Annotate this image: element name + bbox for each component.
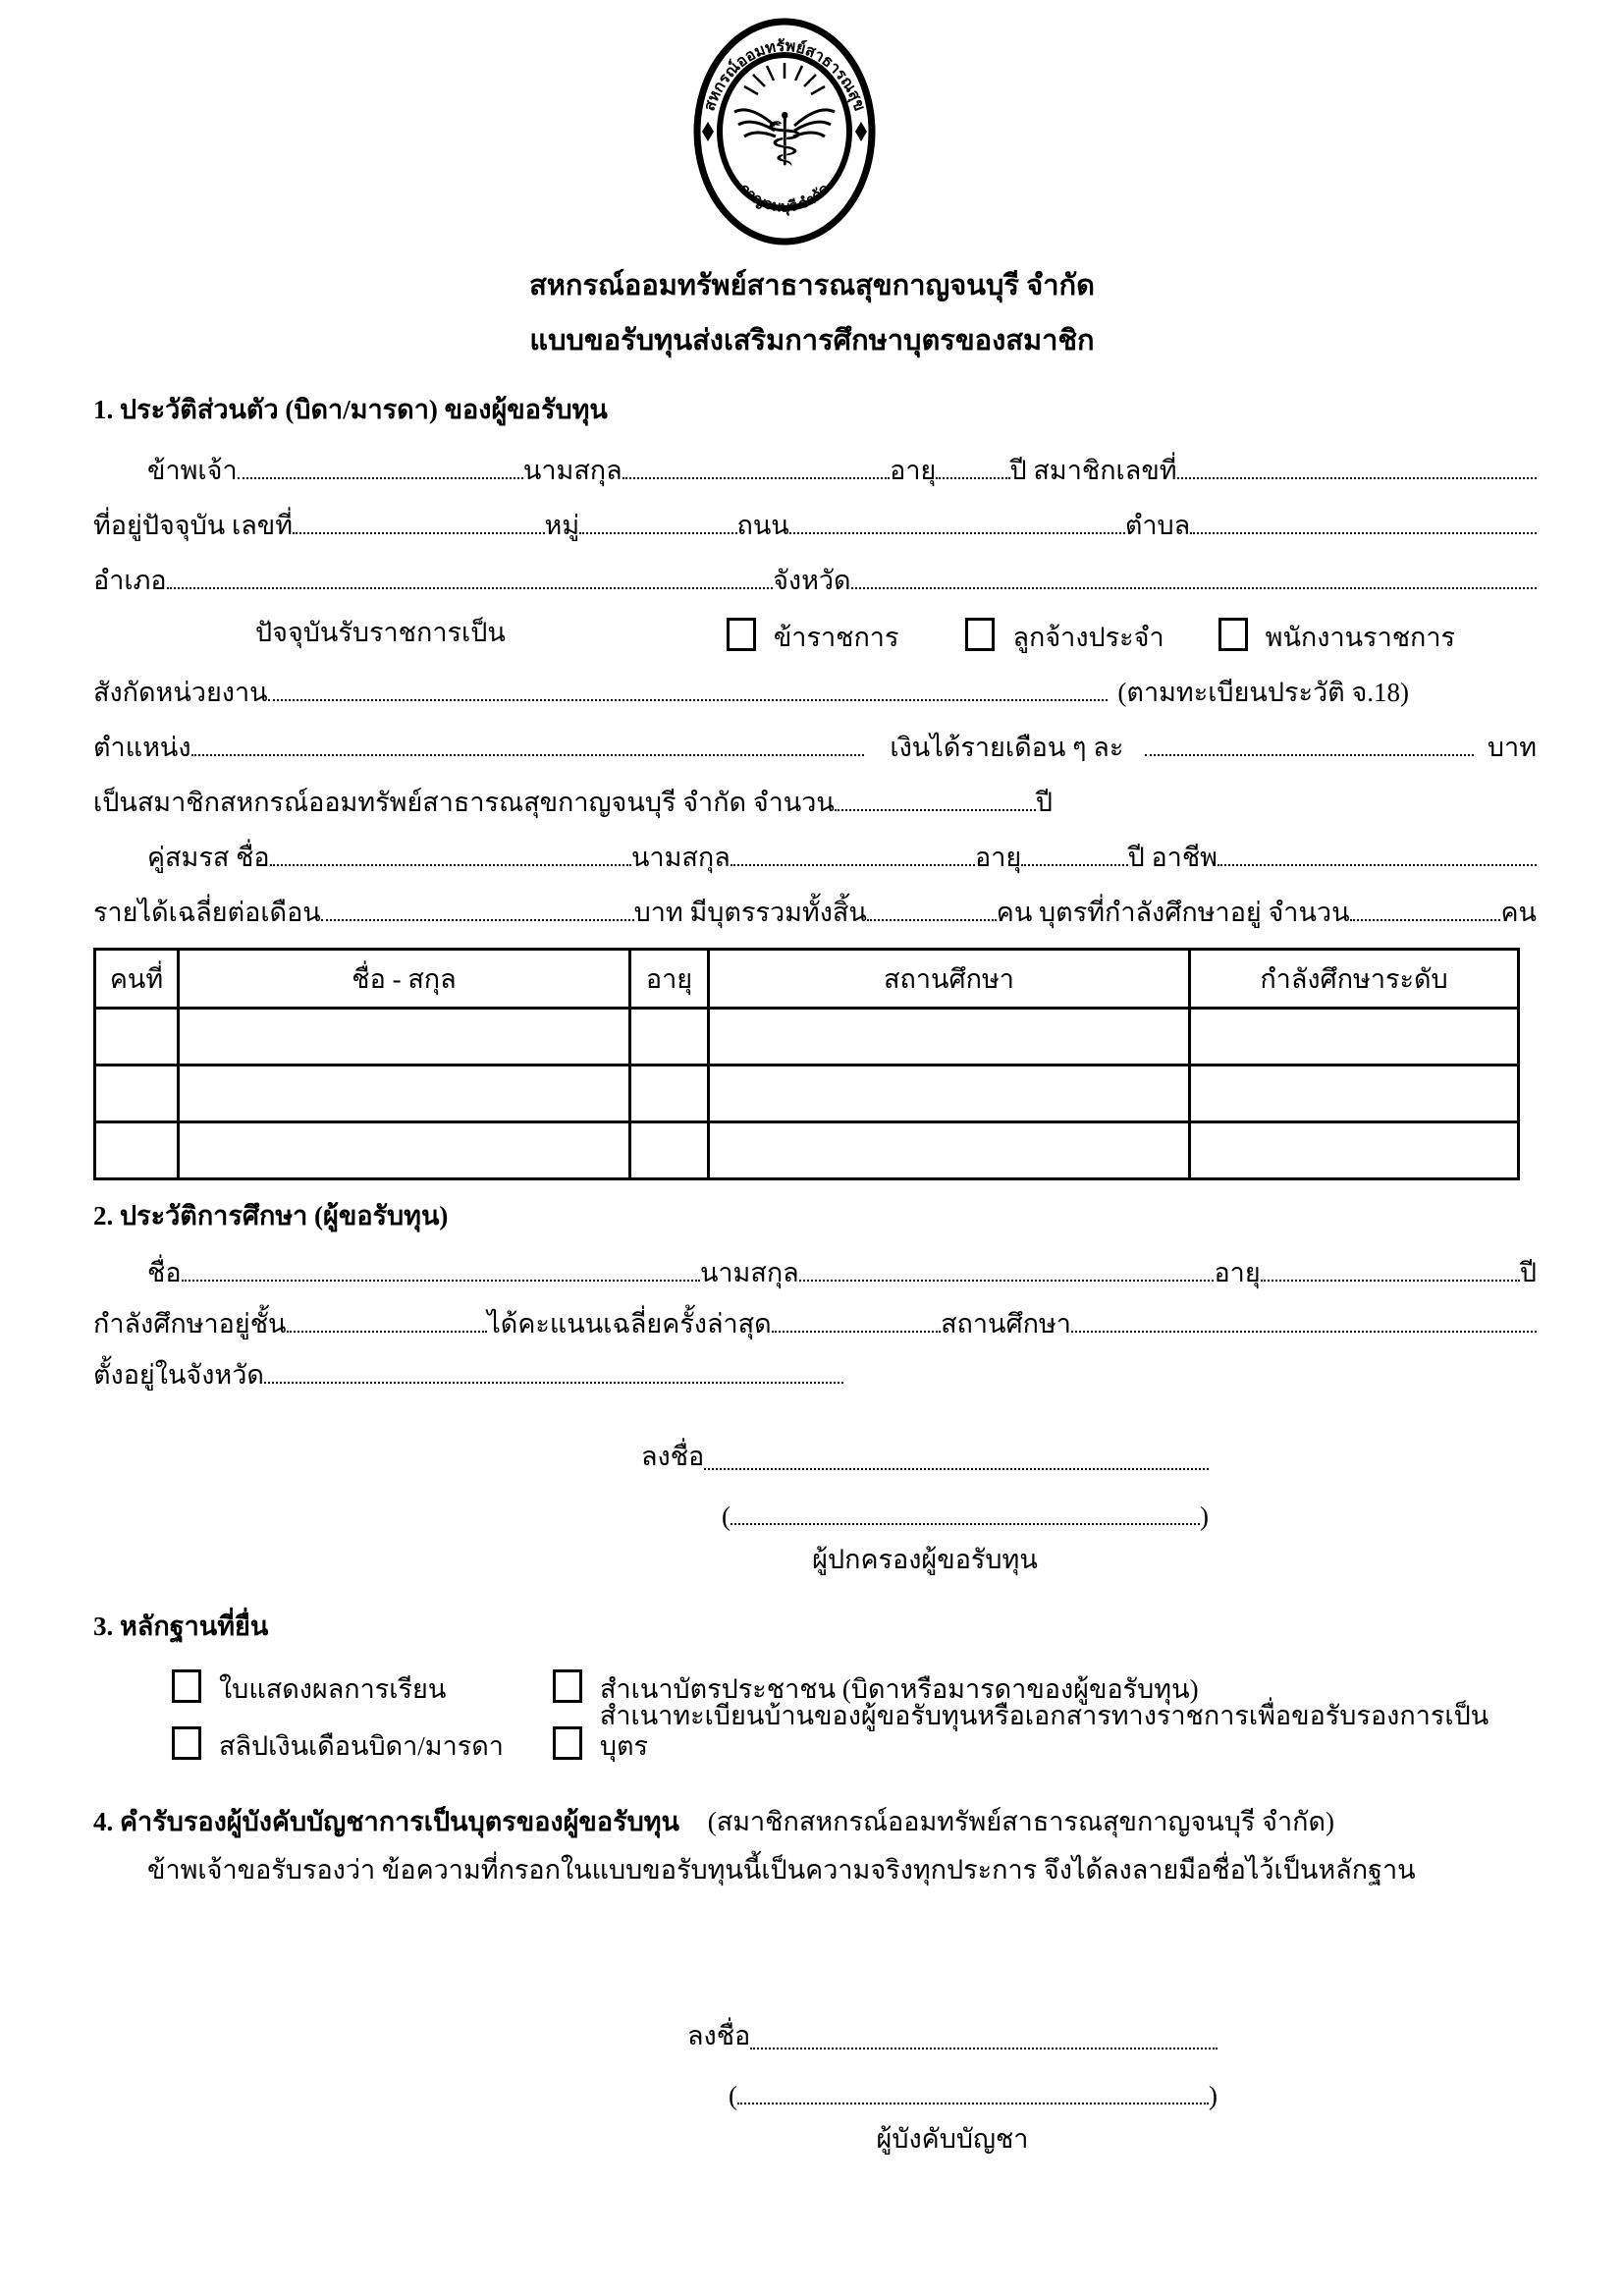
government-employee-option — [1218, 618, 1455, 653]
table-row — [95, 1066, 1519, 1122]
org-name-title: สหกรณ์ออมทรัพย์สาธารณสุขกาญจนบุรี จำกัด — [529, 270, 1095, 301]
section4-heading-suffix: (สมาชิกสหกรณ์ออมทรัพย์สาธารณสุขกาญจนบุรี จำกัด) — [707, 1807, 1334, 1836]
spouse-occupation-field[interactable] — [1218, 856, 1537, 866]
section2-heading: 2. ประวัติการศึกษา (ผู้ขอรับทุน) — [93, 1201, 449, 1230]
id-card-option — [553, 1669, 1199, 1705]
district-line — [93, 541, 1537, 596]
total-children-field[interactable] — [867, 911, 997, 921]
avg-income-field[interactable] — [321, 911, 634, 921]
transcript-label: ใบแสดงผลการเรียน — [219, 1673, 447, 1704]
district-label: อำเภอ — [93, 565, 167, 595]
persons-label: คน — [1500, 897, 1537, 927]
employment-status-label: ปัจจุบันรับราชการเป็น — [255, 618, 506, 647]
supervisor-name-field[interactable] — [737, 2095, 1209, 2104]
table-cell[interactable] — [1190, 1066, 1519, 1122]
col-header-level: กำลังศึกษาระดับ — [1190, 950, 1519, 1009]
id-card-checkbox[interactable] — [553, 1669, 582, 1703]
supervisor-signature-field[interactable] — [750, 2040, 1218, 2049]
sign-label: ลงชื่อ — [641, 1442, 705, 1471]
table-cell[interactable] — [95, 1066, 179, 1122]
membership-years-field[interactable] — [835, 801, 1036, 811]
last-name-field[interactable] — [623, 469, 890, 479]
studying-children-label: คน บุตรที่กำลังศึกษาอยู่ จำนวน — [996, 897, 1350, 927]
paren-close: ) — [1209, 2081, 1218, 2110]
spouse-lastname-label: นามสกุล — [631, 842, 731, 872]
work-unit-label: สังกัดหน่วยงาน — [93, 677, 268, 707]
spouse-occupation-label: ปี อาชีพ — [1127, 842, 1218, 872]
district-field[interactable] — [167, 579, 773, 589]
civil-servant-option — [727, 618, 899, 653]
seal-arc-top-text: สหกรณ์ออมทรัพย์สาธารณสุข — [701, 37, 868, 114]
table-cell[interactable] — [179, 1009, 630, 1066]
work-unit-line — [93, 653, 1537, 708]
membership-years-label: เป็นสมาชิกสหกรณ์ออมทรัพย์สาธารณสุขกาญจนบุรี จำกัด จำนวน — [93, 787, 835, 817]
last-name-label: นามสกุล — [522, 455, 623, 485]
address-number-field[interactable] — [293, 524, 545, 534]
student-age-label: อายุ — [1214, 1257, 1261, 1287]
baht-label: บาท — [1487, 732, 1537, 762]
supervisor-signature-block — [687, 2001, 1218, 2166]
member-number-label: ปี สมาชิกเลขที่ — [1009, 455, 1177, 485]
position-label: ตำแหน่ง — [93, 732, 191, 762]
spouse-age-label: อายุ — [975, 842, 1022, 872]
paren-close: ) — [1200, 1502, 1209, 1531]
col-header-school: สถานศึกษา — [709, 950, 1190, 1009]
logo-wrap — [0, 0, 1597, 254]
paren-open: ( — [722, 1502, 731, 1531]
permanent-employee-label: ลูกจ้างประจำ — [1012, 622, 1164, 652]
membership-years-line — [93, 763, 1537, 818]
caduceus-icon: ⚕ — [764, 98, 805, 183]
student-firstname-label: ชื่อ — [147, 1257, 182, 1287]
student-age-field[interactable] — [1261, 1272, 1520, 1282]
permanent-employee-option — [965, 618, 1164, 653]
table-cell[interactable] — [709, 1122, 1190, 1179]
coop-seal-logo — [691, 16, 878, 247]
children-table-header-row — [95, 950, 1519, 1009]
avg-income-label: รายได้เฉลี่ยต่อเดือน — [93, 897, 321, 927]
current-grade-field[interactable] — [287, 1323, 488, 1333]
total-children-label: บาท มีบุตรรวมทั้งสิ้น — [633, 897, 867, 927]
children-table — [93, 948, 1520, 1180]
student-years-label: ปี — [1519, 1257, 1537, 1287]
table-cell[interactable] — [630, 1009, 709, 1066]
school-province-field[interactable] — [264, 1374, 843, 1384]
seal-rays — [744, 63, 825, 94]
first-name-field[interactable] — [238, 469, 523, 479]
student-name-line — [93, 1237, 1537, 1288]
house-registration-option — [553, 1701, 1537, 1762]
province-label: จังหวัด — [773, 565, 851, 595]
government-employee-checkbox[interactable] — [1218, 618, 1248, 651]
government-employee-label: พนักงานราชการ — [1265, 622, 1456, 652]
salary-slip-checkbox[interactable] — [172, 1726, 201, 1760]
spouse-line — [93, 818, 1537, 873]
form-title: แบบขอรับทุนส่งเสริมการศึกษาบุตรของสมาชิก — [529, 325, 1095, 356]
table-cell[interactable] — [179, 1122, 630, 1179]
school-province-label: ตั้งอยู่ในจังหวัด — [93, 1359, 264, 1390]
spouse-lastname-field[interactable] — [731, 856, 975, 866]
gpa-label: ได้คะแนนเฉลี่ยครั้งล่าสุด — [487, 1308, 772, 1339]
student-firstname-field[interactable] — [182, 1272, 700, 1282]
id-card-label: สำเนาบัตรประชาชน (บิดาหรือมารดาของผู้ขอรับทุน) — [600, 1673, 1199, 1704]
moo-label: หมู่ — [544, 510, 580, 540]
member-number-field[interactable] — [1177, 469, 1537, 479]
subdistrict-label: ตำบล — [1124, 510, 1191, 540]
table-cell[interactable] — [1190, 1009, 1519, 1066]
work-unit-field[interactable] — [268, 691, 1109, 701]
record-reference-note: (ตามทะเบียนประวัติ จ.18) — [1117, 677, 1409, 707]
guardian-signature-field[interactable] — [704, 1460, 1209, 1470]
house-registration-checkbox[interactable] — [553, 1726, 582, 1760]
applicant-parent-name-line — [93, 431, 1537, 486]
section3-heading: 3. หลักฐานที่ยื่น — [93, 1612, 269, 1641]
subdistrict-field[interactable] — [1190, 524, 1537, 534]
civil-servant-checkbox[interactable] — [727, 618, 756, 651]
spouse-age-field[interactable] — [1021, 856, 1127, 866]
spouse-name-label: คู่สมรส ชื่อ — [147, 842, 270, 872]
current-grade-label: กำลังศึกษาอยู่ชั้น — [93, 1308, 287, 1339]
table-cell[interactable] — [95, 1009, 179, 1066]
monthly-income-label: เงินได้รายเดือน ๆ ละ — [890, 732, 1124, 762]
road-field[interactable] — [789, 524, 1125, 534]
province-field[interactable] — [851, 579, 1537, 589]
road-label: ถนน — [736, 510, 789, 540]
evidence-row-2 — [93, 1700, 1537, 1762]
school-field[interactable] — [1071, 1323, 1537, 1333]
school-province-line — [93, 1339, 1537, 1391]
table-cell[interactable] — [1190, 1122, 1519, 1179]
studying-children-field[interactable] — [1350, 911, 1501, 921]
col-header-name: ชื่อ - สกุล — [179, 950, 630, 1009]
student-lastname-label: นามสกุล — [699, 1257, 799, 1287]
table-cell[interactable] — [630, 1066, 709, 1122]
transcript-option — [172, 1669, 553, 1705]
gpa-field[interactable] — [772, 1323, 941, 1333]
school-label: สถานศึกษา — [941, 1308, 1071, 1339]
salary-slip-label: สลิปเงินเดือนบิดา/มารดา — [219, 1730, 504, 1761]
permanent-employee-checkbox[interactable] — [965, 618, 995, 651]
age-field[interactable] — [936, 469, 1009, 479]
position-line — [93, 708, 1537, 763]
spouse-name-field[interactable] — [270, 856, 631, 866]
income-children-line — [93, 873, 1537, 928]
supervisor-role-label: ผู้บังคับบัญชา — [876, 2124, 1029, 2154]
table-cell[interactable] — [179, 1066, 630, 1122]
guardian-name-field[interactable] — [731, 1515, 1200, 1525]
evidence-row-1 — [93, 1648, 1537, 1705]
col-header-age: อายุ — [630, 950, 709, 1009]
salary-slip-option — [172, 1726, 553, 1762]
address-line — [93, 486, 1537, 541]
section4-heading-main: 4. คำรับรองผู้บังคับบัญชาการเป็นบุตรของผู้ขอรับทุน — [93, 1807, 679, 1836]
table-cell[interactable] — [95, 1122, 179, 1179]
employment-status-line — [93, 596, 1537, 653]
position-field[interactable] — [191, 746, 865, 756]
transcript-checkbox[interactable] — [172, 1669, 201, 1703]
moo-field[interactable] — [579, 524, 736, 534]
first-name-label: ข้าพเจ้า — [147, 455, 238, 485]
col-header-child-number: คนที่ — [95, 950, 179, 1009]
monthly-income-field[interactable] — [1145, 746, 1474, 756]
table-row — [95, 1009, 1519, 1066]
table-cell[interactable] — [709, 1066, 1190, 1122]
guardian-role-label: ผู้ปกครองผู้ขอรับทุน — [812, 1545, 1038, 1574]
student-lastname-field[interactable] — [799, 1272, 1215, 1282]
student-grade-line — [93, 1288, 1537, 1339]
section1-heading: 1. ประวัติส่วนตัว (บิดา/มารดา) ของผู้ขอรับทุน — [93, 395, 608, 424]
paren-open: ( — [729, 2081, 737, 2110]
certification-statement: ข้าพเจ้าขอรับรองว่า ข้อความที่กรอกในแบบขอรับทุนนี้เป็นความจริงทุกประการ จึงได้ลงลายมือชื่อไว้เป็นหลักฐาน — [147, 1855, 1416, 1885]
years-label: ปี — [1035, 787, 1054, 817]
table-cell[interactable] — [709, 1009, 1190, 1066]
civil-servant-label: ข้าราชการ — [773, 622, 899, 652]
seal-arc-bottom-text: กาญจนบุรี จำกัด — [735, 181, 834, 216]
section4-heading — [93, 1799, 1537, 1844]
address-number-label: ที่อยู่ปัจจุบัน เลขที่ — [93, 510, 293, 540]
table-cell[interactable] — [630, 1122, 709, 1179]
table-row — [95, 1122, 1519, 1179]
house-registration-label: สำเนาทะเบียนบ้านของผู้ขอรับทุนหรือเอกสารทางราชการเพื่อขอรับรองการเป็นบุตร — [599, 1700, 1489, 1761]
guardian-signature-block — [641, 1422, 1209, 1587]
sign-label: ลงชื่อ — [687, 2021, 751, 2050]
age-label: อายุ — [890, 455, 937, 485]
